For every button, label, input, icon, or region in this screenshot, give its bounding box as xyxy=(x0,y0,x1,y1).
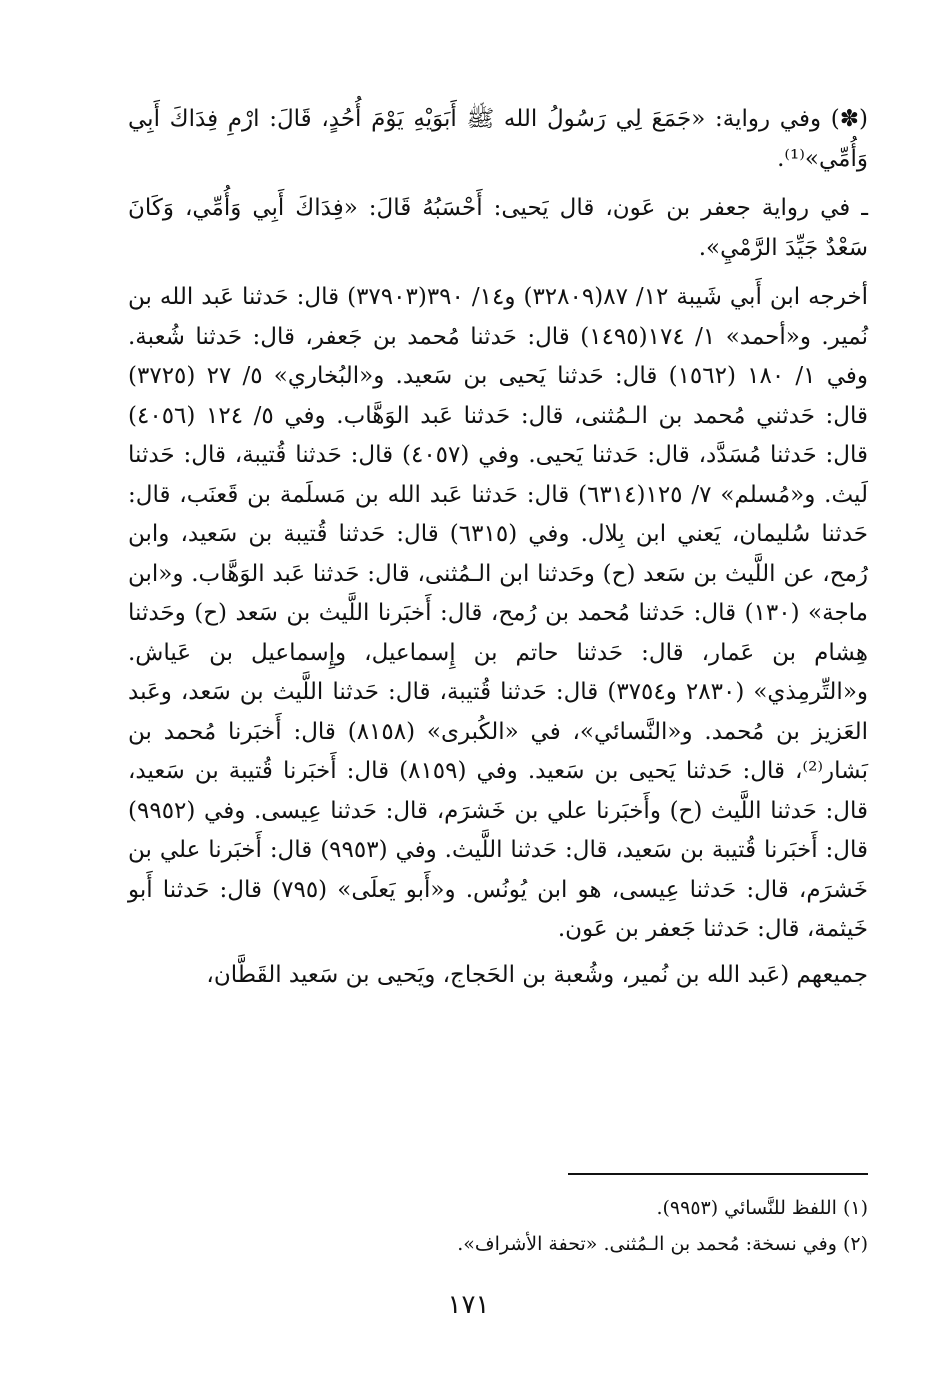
footnote-2: (٢) وفي نسخة: مُحمد بن الـمُثنى. «تحفة الأشراف». xyxy=(457,1233,868,1255)
paragraph-jafar-narration: ـ في رواية جعفر بن عَون، قال يَحيى: أَحْسَبُهُ قَالَ: «فِدَاكَ أَبِي وَأُمِّي، وَكَانَ سَعْدٌ جَيِّدَ الرَّمْيِ». xyxy=(128,195,868,261)
paragraph-summary: جميعهم (عَبد الله بن نُمير، وشُعبة بن الحَجاج، ويَحيى بن سَعيد القَطَّان، xyxy=(206,961,868,988)
paragraph-narration-variant: (✽) وفي رواية: «جَمَعَ لِي رَسُولُ الله ﷺ أَبَوَيْهِ يَوْمَ أُحُدٍ، قَالَ: ارْمِ فِدَاكَ أَبِي وَأُمِّي»⁽¹⁾. xyxy=(128,106,868,172)
page-number: ١٧١ xyxy=(447,1290,490,1320)
footnote-1: (١) اللفظ للنَّسائي (٩٩٥٣). xyxy=(656,1197,868,1219)
page-body xyxy=(128,100,868,1003)
paragraph-takhrij: أخرجه ابن أَبي شَيبة ١٢/ ٨٧(٣٢٨٠٩) و١٤/ ٣٩٠(٣٧٩٠٣) قال: حَدثنا عَبد الله بن نُمير. و«أحمد» ١/ ١٧٤(١٤٩٥) قال: حَدثنا مُحمد بن جَعفر، قال: حَدثنا شُعبة. وفي ١/ ١٨٠ (١٥٦٢) قال: حَدثنا يَحيى بن سَعيد. و«البُخاري» ٥/ ٢٧ (٣٧٢٥) قال: حَدثني مُحمد بن الـمُثنى، قال: حَدثنا عَبد الوَهَّاب. وفي ٥/ ١٢٤ (٤٠٥٦) قال: حَدثنا مُسَدَّد، قال: حَدثنا يَحيى. وفي (٤٠٥٧) قال: حَدثنا قُتيبة، قال: حَدثنا لَيث. و«مُسلم» ٧/ ١٢٥(٦٣١٤) قال: حَدثنا عَبد الله بن مَسلَمة بن قَعنَب، قال: حَدثنا سُليمان، يَعني ابن بِلال. وفي (٦٣١٥) قال: حَدثنا قُتيبة بن سَعيد، وابن رُمح، عن اللَّيث بن سَعد (ح) وحَدثنا ابن الـمُثنى، قال: حَدثنا عَبد الوَهَّاب. و«ابن ماجة» (١٣٠) قال: حَدثنا مُحمد بن رُمح، قال: أَخبَرنا اللَّيث بن سَعد (ح) وحَدثنا هِشام بن عَمار، قال: حَدثنا حاتم بن إِسماعيل، وإِسماعيل بن عَياش. و«التِّرمِذي» (٢٨٣٠ و٣٧٥٤) قال: حَدثنا قُتيبة، قال: حَدثنا اللَّيث بن سَعد، وعَبد العَزيز بن مُحمد. و«النَّسائي»، في «الكُبرى» (٨١٥٨) قال: أَخبَرنا مُحمد بن بَشار⁽²⁾، قال: حَدثنا يَحيى بن سَعيد. وفي (٨١٥٩) قال: أَخبَرنا قُتيبة بن سَعيد، قال: حَدثنا اللَّيث (ح) وأَخبَرنا علي بن خَشرَم، قال: حَدثنا عِيسى. وفي (٩٩٥٢) قال: أَخبَرنا قُتيبة بن سَعيد، قال: حَدثنا اللَّيث. وفي (٩٩٥٣) قال: أَخبَرنا علي بن خَشرَم، قال: حَدثنا عِيسى، هو ابن يُونُس. و«أَبو يَعلَى» (٧٩٥) قال: حَدثنا أَبو خَيثمة، قال: حَدثنا جَعفر بن عَون. xyxy=(128,284,869,942)
footnote-divider xyxy=(568,1173,868,1175)
footnotes xyxy=(128,1190,868,1262)
